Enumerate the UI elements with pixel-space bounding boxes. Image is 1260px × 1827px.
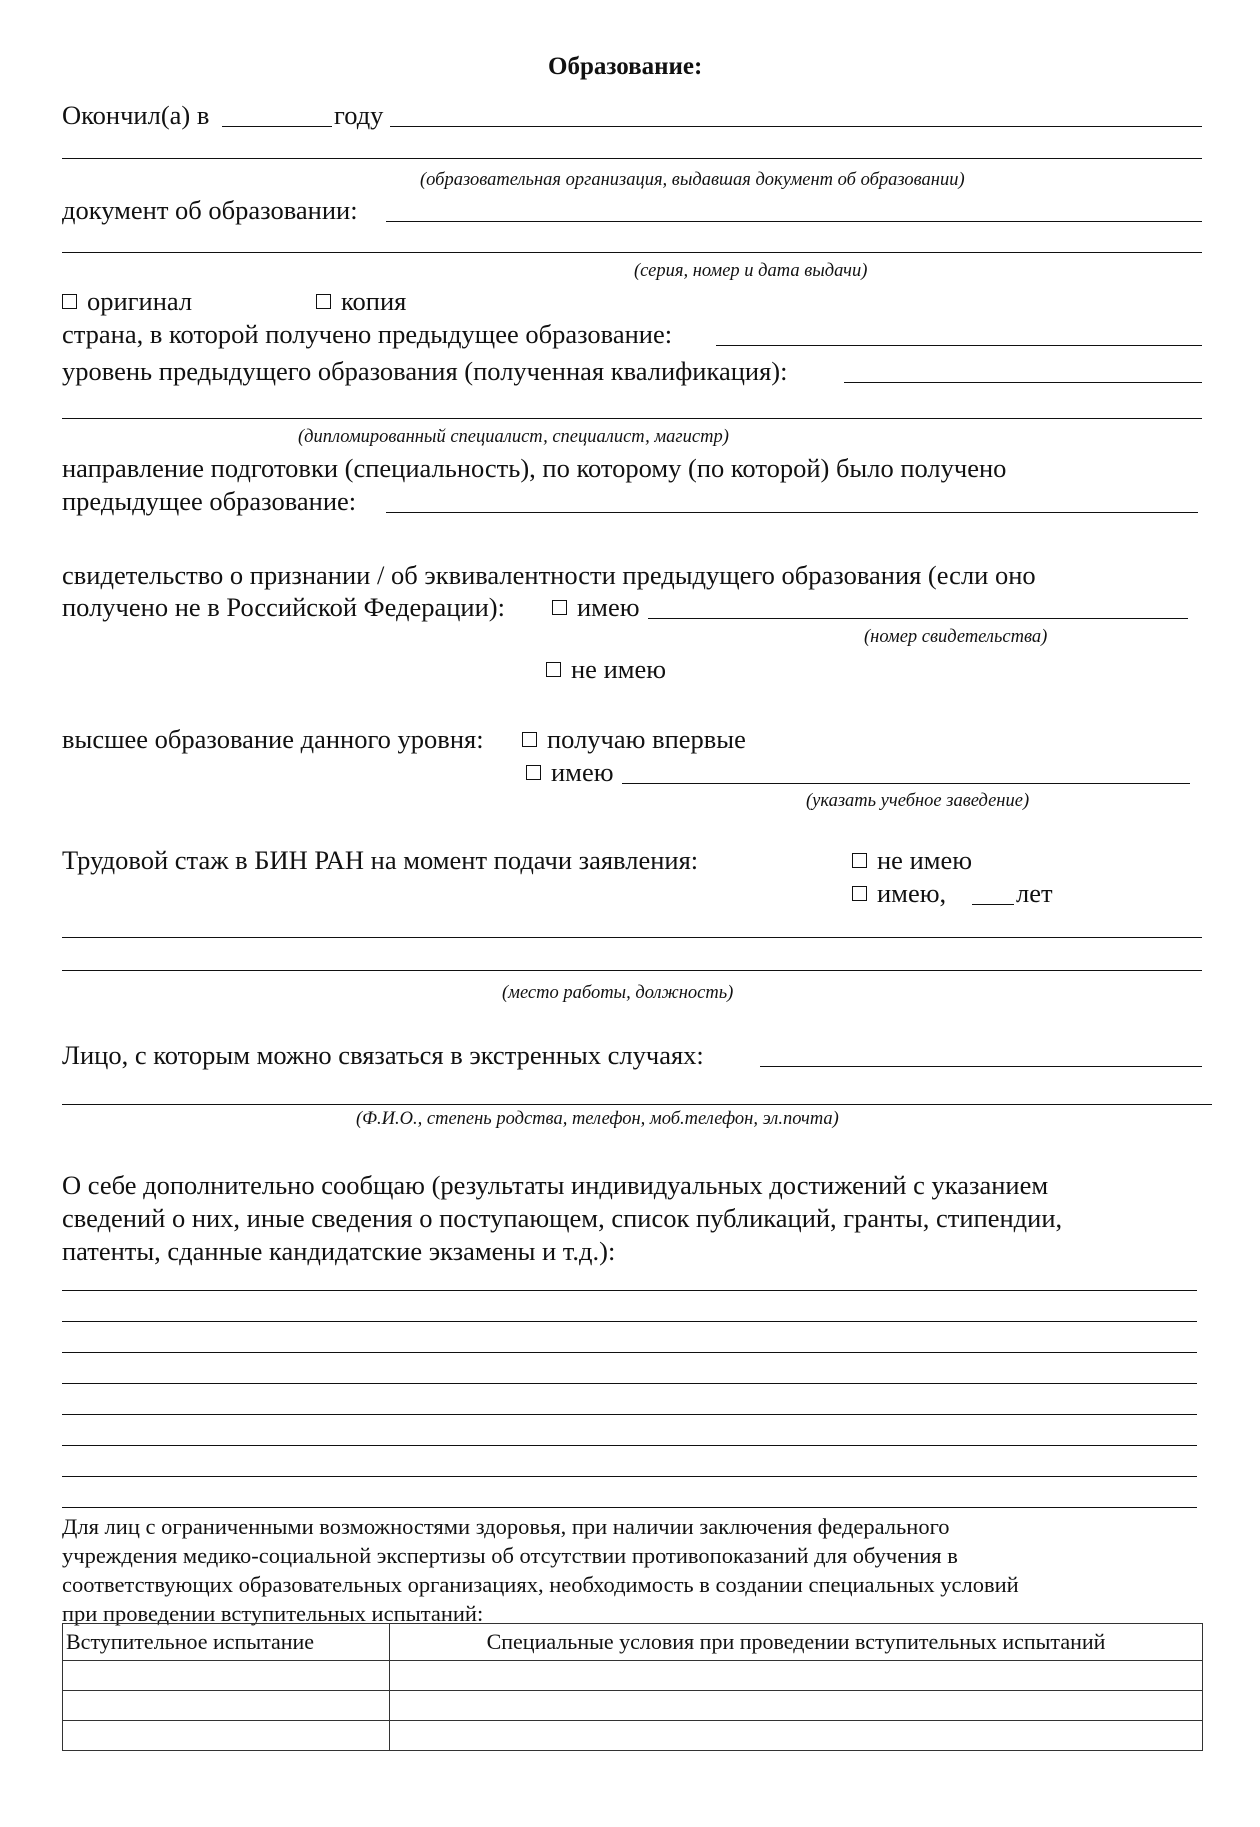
checkbox-icon <box>546 662 561 677</box>
copy-checkbox[interactable] <box>316 288 406 315</box>
table-cell-exam[interactable] <box>63 1721 390 1751</box>
graduated-prefix: Окончил(а) в <box>62 100 210 130</box>
certificate-line-2: получено не в Российской Федерации): <box>62 592 505 622</box>
higher-ed-have-checkbox[interactable] <box>526 759 614 786</box>
country-label: страна, в которой получено предыдущее образование: <box>62 319 673 349</box>
about-line-1: О себе дополнительно сообщаю (результаты индивидуальных достижений с указанием <box>62 1170 1049 1200</box>
institution-field-1[interactable] <box>390 126 1202 127</box>
higher-ed-caption: (указать учебное заведение) <box>806 791 1030 811</box>
table-cell-exam[interactable] <box>63 1661 390 1691</box>
graduated-year-label: году <box>334 100 384 130</box>
table-header-row <box>63 1624 1203 1661</box>
disability-note-line-3: соответствующих образовательных организациях, необходимость в создании специальных условий <box>62 1572 1019 1597</box>
table-cell-conditions[interactable] <box>390 1691 1203 1721</box>
graduation-year-field[interactable] <box>222 126 332 127</box>
level-field-1[interactable] <box>844 382 1202 383</box>
certificate-not-have-label: не имею <box>571 654 667 684</box>
work-place-field-2[interactable] <box>62 970 1202 971</box>
level-field-2[interactable] <box>62 418 1202 419</box>
direction-line-1: направление подготовки (специальность), по которому (по которой) было получено <box>62 453 1007 483</box>
work-not-have-checkbox[interactable] <box>852 847 972 874</box>
level-caption: (дипломированный специалист, специалист, магистр) <box>298 427 729 447</box>
work-place-field-1[interactable] <box>62 937 1202 938</box>
emergency-field-1[interactable] <box>760 1066 1202 1067</box>
institution-field-2[interactable] <box>62 158 1202 159</box>
certificate-have-label: имею <box>577 592 640 622</box>
direction-field[interactable] <box>386 512 1198 513</box>
about-field-2[interactable] <box>62 1321 1197 1322</box>
work-years-field[interactable] <box>972 904 1014 905</box>
about-field-7[interactable] <box>62 1476 1197 1477</box>
about-field-1[interactable] <box>62 1290 1197 1291</box>
document-label: документ об образовании: <box>62 195 358 225</box>
emergency-field-2[interactable] <box>62 1104 1212 1105</box>
table-cell-conditions[interactable] <box>390 1721 1203 1751</box>
level-label: уровень предыдущего образования (полученная квалификация): <box>62 356 788 386</box>
first-time-checkbox[interactable] <box>522 726 746 753</box>
about-field-3[interactable] <box>62 1352 1197 1353</box>
document-field-1[interactable] <box>386 221 1202 222</box>
work-not-have-label: не имею <box>877 845 973 875</box>
about-field-6[interactable] <box>62 1445 1197 1446</box>
work-have-checkbox[interactable] <box>852 880 946 907</box>
institution-name-field[interactable] <box>622 783 1190 784</box>
disability-note-line-2: учреждения медико-социальной экспертизы об отсутствии противопоказаний для обучения в <box>62 1543 958 1568</box>
document-field-2[interactable] <box>62 252 1202 253</box>
institution-caption: (образовательная организация, выдавшая документ об образовании) <box>420 170 965 190</box>
document-caption: (серия, номер и дата выдачи) <box>634 261 868 281</box>
page-title: Образование: <box>548 53 703 80</box>
table-row <box>63 1721 1203 1751</box>
checkbox-icon <box>526 765 541 780</box>
certificate-number-field[interactable] <box>648 618 1188 619</box>
original-checkbox[interactable] <box>62 288 192 315</box>
table-cell-conditions[interactable] <box>390 1661 1203 1691</box>
checkbox-icon <box>852 853 867 868</box>
emergency-label: Лицо, с которым можно связаться в экстренных случаях: <box>62 1040 704 1070</box>
checkbox-icon <box>62 294 77 309</box>
checkbox-icon <box>852 886 867 901</box>
emergency-caption: (Ф.И.О., степень родства, телефон, моб.телефон, эл.почта) <box>356 1109 839 1129</box>
about-field-4[interactable] <box>62 1383 1197 1384</box>
certificate-have-checkbox[interactable] <box>552 594 640 621</box>
higher-ed-label: высшее образование данного уровня: <box>62 724 484 754</box>
disability-note-line-1: Для лиц с ограниченными возможностями здоровья, при наличии заключения федерального <box>62 1514 950 1539</box>
disability-note-line-4: при проведении вступительных испытаний: <box>62 1601 484 1626</box>
work-label: Трудовой стаж в БИН РАН на момент подачи заявления: <box>62 845 699 875</box>
about-field-8[interactable] <box>62 1507 1197 1508</box>
country-field[interactable] <box>716 345 1202 346</box>
certificate-not-have-checkbox[interactable] <box>546 656 666 683</box>
special-conditions-table <box>62 1623 1203 1751</box>
checkbox-icon <box>552 600 567 615</box>
about-line-2: сведений о них, иные сведения о поступающем, список публикаций, гранты, стипендии, <box>62 1203 1063 1233</box>
table-header-exam: Вступительное испытание <box>63 1624 390 1661</box>
about-field-5[interactable] <box>62 1414 1197 1415</box>
table-row <box>63 1691 1203 1721</box>
direction-line-2: предыдущее образование: <box>62 486 357 516</box>
original-label: оригинал <box>87 286 193 316</box>
table-header-conditions: Специальные условия при проведении вступительных испытаний <box>390 1624 1203 1661</box>
table-cell-exam[interactable] <box>63 1691 390 1721</box>
work-years-label: лет <box>1016 878 1053 908</box>
higher-ed-have-label: имею <box>551 757 614 787</box>
copy-label: копия <box>341 286 407 316</box>
certificate-caption: (номер свидетельства) <box>864 627 1048 647</box>
work-caption: (место работы, должность) <box>502 983 734 1003</box>
checkbox-icon <box>316 294 331 309</box>
work-have-label: имею, <box>877 878 947 908</box>
table-row <box>63 1661 1203 1691</box>
about-line-3: патенты, сданные кандидатские экзамены и т.д.): <box>62 1236 616 1266</box>
first-time-label: получаю впервые <box>547 724 746 754</box>
certificate-line-1: свидетельство о признании / об эквивалентности предыдущего образования (если оно <box>62 560 1036 590</box>
checkbox-icon <box>522 732 537 747</box>
